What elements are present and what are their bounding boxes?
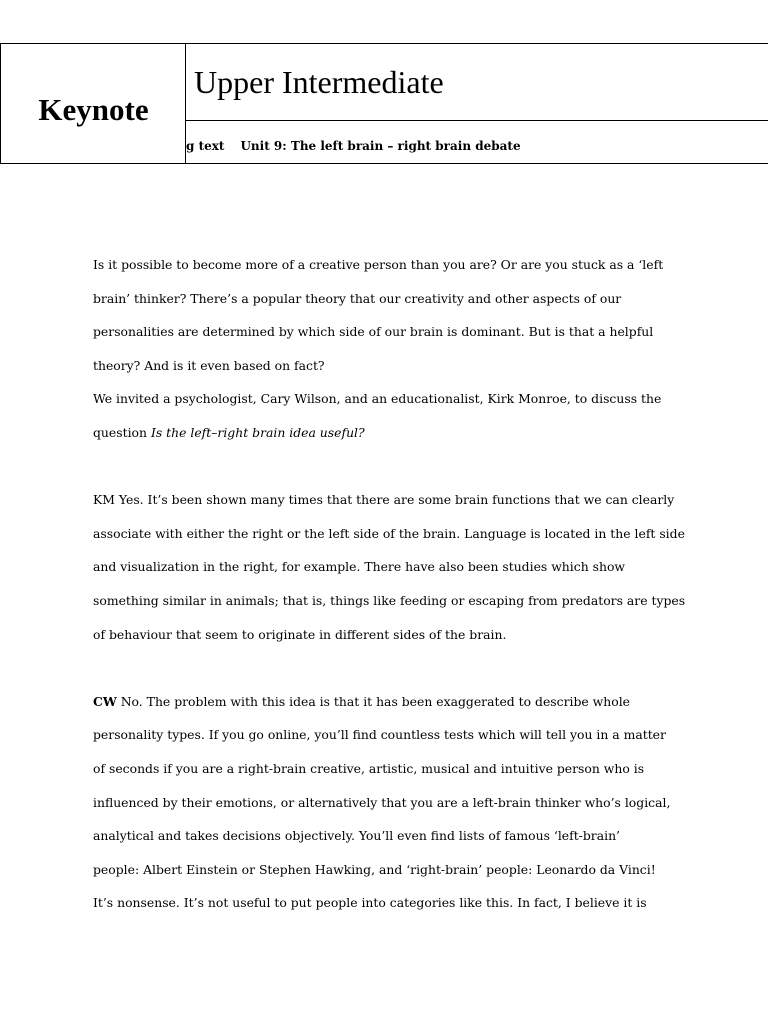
cw-text: No. The problem with this idea is that it has been exaggerated to describe whole	[116, 693, 631, 709]
cw-paragraph	[93, 685, 713, 920]
text-line: personality types. If you go online, you’ll find countless tests which will tell you in a matter	[93, 727, 666, 743]
speaker-initials-cw: CW	[93, 693, 117, 709]
text-line: people: Albert Einstein or Stephen Hawking, and ‘right-brain’ people: Leonardo da Vinci!	[93, 861, 656, 877]
unit-title: The left brain – right brain debate	[290, 139, 521, 153]
text-line: of behaviour that seem to originate in different sides of the brain.	[93, 626, 507, 642]
text-line: something similar in animals; that is, things like feeding or escaping from predators are types	[93, 592, 686, 608]
text-line: influenced by their emotions, or alternatively that you are a left-brain thinker who’s logical,	[93, 794, 671, 810]
brand-logo-text: Keynote	[38, 92, 149, 127]
unit-number: Unit 9:	[240, 139, 287, 153]
brand-cell	[0, 44, 186, 164]
km-text: Yes. It’s been shown many times that there are some brain functions that we can clearly	[114, 492, 675, 508]
text-line	[93, 416, 713, 450]
text-line: Is it possible to become more of a creative person than you are? Or are you stuck as a ‘left	[93, 257, 664, 272]
text-line: It’s nonsense. It’s not useful to put people into categories like this. In fact, I believe it is	[93, 895, 647, 911]
text-line: of seconds if you are a right-brain creative, artistic, musical and intuitive person who is	[93, 760, 645, 776]
level-row	[186, 44, 768, 121]
reading-text	[93, 248, 713, 920]
text-line: associate with either the right or the left side of the brain. Language is located in the left side	[93, 525, 685, 541]
paragraph-gap	[93, 450, 713, 484]
text-line: analytical and takes decisions objectively. You’ll even find lists of famous ‘left-brain’	[93, 828, 620, 844]
text-line	[93, 685, 713, 719]
debate-question: Is the left–right brain idea useful?	[150, 424, 365, 440]
course-level: Upper Intermediate	[194, 64, 444, 100]
km-paragraph	[93, 483, 713, 651]
intro-paragraph	[93, 248, 713, 450]
speaker-initials-km: KM	[93, 492, 115, 508]
paragraph-gap	[93, 651, 713, 685]
text-line: theory? And is it even based on fact?	[93, 357, 325, 373]
unit-line	[186, 138, 521, 154]
question-prefix: question	[93, 424, 151, 440]
text-line: brain’ thinker? There’s a popular theory that our creativity and other aspects of our	[93, 290, 622, 306]
document-header	[0, 43, 768, 164]
text-line: We invited a psychologist, Cary Wilson, and an educationalist, Kirk Monroe, to discuss the	[93, 391, 662, 407]
text-type-label: g text	[186, 139, 225, 153]
text-line	[93, 483, 713, 517]
text-line: and visualization in the right, for example. There have also been studies which show	[93, 559, 626, 575]
text-line: personalities are determined by which side of our brain is dominant. But is that a helpful	[93, 324, 654, 340]
